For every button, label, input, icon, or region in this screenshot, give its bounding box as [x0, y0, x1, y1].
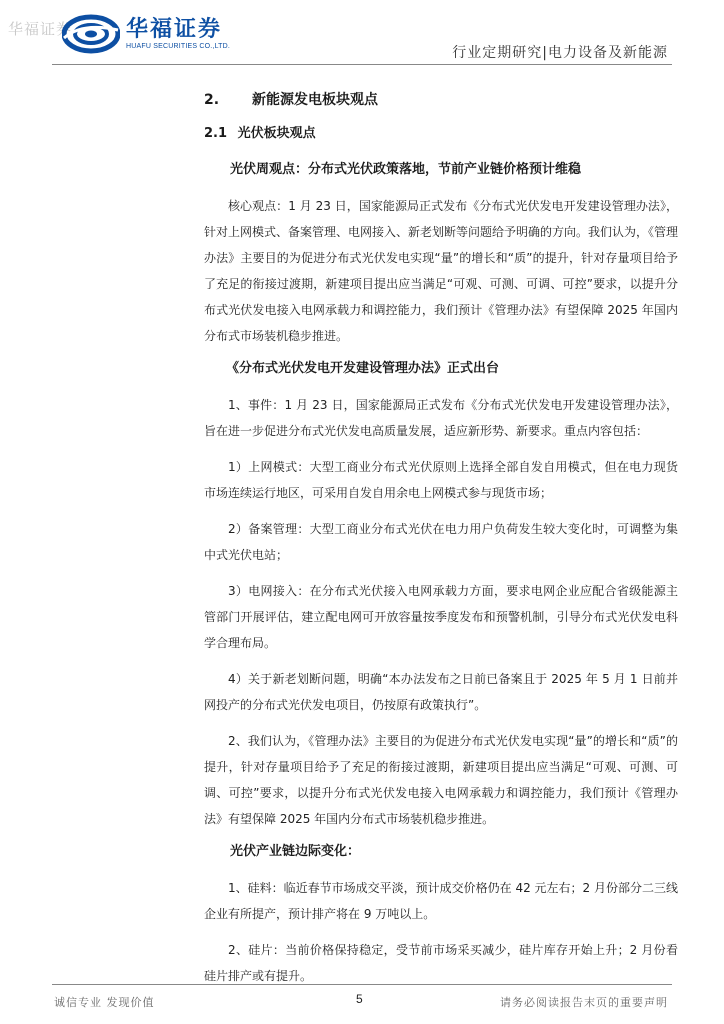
- policy-heading: 《分布式光伏发电开发建设管理办法》正式出台: [226, 361, 500, 376]
- chain-change-heading: 光伏产业链边际变化：: [230, 844, 361, 859]
- section-title: 新能源发电板块观点: [252, 92, 378, 108]
- footer-divider: [52, 984, 672, 985]
- wafer-paragraph: 2、硅片：当前价格保持稳定，受节前市场采买减少，硅片库存开始上升；2 月份看硅片排产或有提升。: [204, 943, 678, 983]
- main-content: [204, 90, 678, 999]
- footer-disclaimer: 请务必阅读报告末页的重要声明: [500, 996, 668, 1009]
- point-2-paragraph: 2）备案管理：大型工商业分布式光伏在电力用户负荷发生较大变化时，可调整为集中式光伏电站；: [204, 522, 678, 562]
- point-1-paragraph: 1）上网模式：大型工商业分布式光伏原则上选择全部自发自用模式，但在电力现货市场连续运行地区，可采用自发自用余电上网模式参与现货市场；: [204, 460, 678, 500]
- weekly-view-heading: 光伏周观点：分布式光伏政策落地，节前产业链价格预计维稳: [230, 162, 582, 177]
- event-paragraph: 1、事件：1 月 23 日，国家能源局正式发布《分布式光伏发电开发建设管理办法》，旨在进一步促进分布式光伏发电高质量发展，适应新形势、新要求。重点内容包括：: [204, 398, 678, 438]
- point-3-paragraph: 3）电网接入：在分布式光伏接入电网承载力方面，要求电网企业应配合省级能源主管部门开展评估，建立配电网可开放容量按季度发布和预警机制，引导分布式光伏发电科学合理布局。: [204, 584, 678, 650]
- logo-english-name: HUAFU SECURITIES CO.,LTD.: [126, 42, 231, 50]
- company-logo: [62, 14, 230, 54]
- subsection-number: 2.1: [204, 126, 228, 141]
- silicon-paragraph: 1、硅料：临近春节市场成交平淡，预计成交价格仍在 42 元左右；2 月份部分二三线企业有所提产，预计排产将在 9 万吨以上。: [204, 881, 678, 921]
- page-number: 5: [356, 992, 363, 1006]
- core-view-paragraph: 核心观点：1 月 23 日，国家能源局正式发布《分布式光伏发电开发建设管理办法》，针对上网模式、备案管理、电网接入、新老划断等问题给予明确的方向。我们认为，《管理办法》主要目的为促进分布式光伏发电实现“量”的增长和“质”的提升，针对存量项目给予了充足的衔接过渡期，新建项目提出应当满足“可观、可测、可调、可控”要求，以提升分布式光伏发电接入电网承载力和调控能力，我们预计《管理办法》有望保障 2025 年国内分布式市场装机稳步推进。: [204, 199, 679, 343]
- section-number: 2.: [204, 92, 220, 108]
- report-category: 行业定期研究|电力设备及新能源: [452, 45, 668, 61]
- watermark-text: 华福证券: [8, 20, 73, 38]
- section-heading: [204, 90, 678, 110]
- footer-slogan: 诚信专业 发现价值: [54, 996, 155, 1009]
- logo-chinese-name: 华福证券: [126, 16, 223, 42]
- subsection-title: 光伏板块观点: [237, 126, 316, 141]
- subsection-heading: [204, 124, 678, 144]
- logo-swirl-icon: [62, 14, 120, 54]
- opinion-paragraph: 2、我们认为，《管理办法》主要目的为促进分布式光伏发电实现“量”的增长和“质”的提升，针对存量项目给予了充足的衔接过渡期，新建项目提出应当满足“可观、可测、可调、可控”要求，以提升分布式光伏发电接入电网承载力和调控能力，我们预计《管理办法》有望保障 2025 年国内分布式市场装机稳步推进。: [204, 734, 678, 826]
- header-divider: [52, 64, 672, 65]
- point-4-paragraph: 4）关于新老划断问题，明确“本办法发布之日前已备案且于 2025 年 5 月 1 日前并网投产的分布式光伏发电项目，仍按原有政策执行”。: [204, 672, 678, 712]
